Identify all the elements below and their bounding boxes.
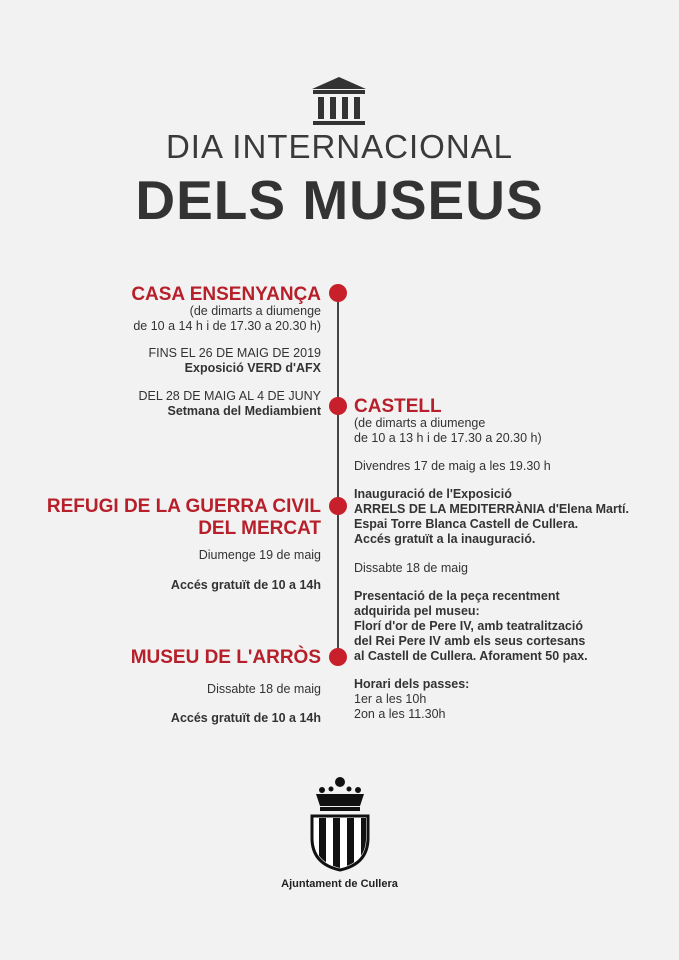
castell-event2-line3: Florí d'or de Pere IV, amb teatralització (354, 619, 583, 633)
castell-hours-1: (de dimarts a diumenge (354, 416, 486, 430)
venue-casa-ensenyanca: CASA ENSENYANÇA (131, 284, 321, 305)
castell-event1-line2: ARRELS DE LA MEDITERRÀNIA d'Elena Martí. (354, 502, 629, 516)
castell-event2-line4: del Rei Pere IV amb els seus cortesans (354, 634, 586, 648)
castell-event2-date: Dissabte 18 de maig (354, 561, 468, 575)
title-line-1: DIA INTERNACIONAL (165, 128, 514, 165)
castell-event2-line1: Presentació de la peça recentment (354, 589, 560, 603)
castell-hours-2: de 10 a 13 h i de 17.30 a 20.30 h) (354, 431, 542, 445)
timeline-dot-casa (329, 284, 347, 302)
timeline-dot-castell (329, 397, 347, 415)
castell-pass1: 1er a les 10h (354, 692, 427, 706)
castell-event2-line2: adquirida pel museu: (354, 604, 480, 618)
timeline-dot-arros (329, 648, 347, 666)
venue-refugi-line1: REFUGI DE LA GUERRA CIVIL (46, 496, 321, 517)
timeline-line (337, 292, 339, 660)
castell-event1-line1: Inauguració de l'Exposició (354, 487, 512, 501)
refugi-date: Diumenge 19 de maig (198, 548, 321, 562)
casa-hours-1: (de dimarts a diumenge (189, 304, 321, 318)
casa-event1-title: Exposició VERD d'AFX (184, 361, 321, 375)
venue-museu-arros: MUSEU DE L'ARRÒS (130, 647, 321, 668)
arros-date: Dissabte 18 de maig (207, 682, 321, 696)
footer-org-name: Ajuntament de Cullera (281, 878, 398, 890)
castell-pass2: 2on a les 11.30h (354, 707, 446, 721)
casa-event2-date: DEL 28 DE MAIG AL 4 DE JUNY (138, 389, 321, 403)
title-line-2: DELS MUSEUS (135, 169, 544, 231)
casa-event1-date: FINS EL 26 DE MAIG DE 2019 (148, 346, 321, 360)
castell-passes-title: Horari dels passes: (354, 677, 470, 691)
casa-hours-2: de 10 a 14 h i de 17.30 a 20.30 h) (133, 319, 321, 333)
museum-building-icon (310, 77, 368, 129)
venue-castell: CASTELL (354, 396, 442, 417)
cullera-coat-of-arms-icon (306, 776, 374, 872)
casa-event2-title: Setmana del Mediambient (167, 404, 321, 418)
castell-event1-line3: Espai Torre Blanca Castell de Cullera. (354, 517, 579, 531)
castell-event2-line5: al Castell de Cullera. Aforament 50 pax. (354, 649, 588, 663)
refugi-access: Accés gratuït de 10 a 14h (170, 578, 321, 592)
castell-event1-line4: Accés gratuït a la inauguració. (354, 532, 536, 546)
venue-refugi-line2: DEL MERCAT (198, 518, 321, 539)
arros-access: Accés gratuït de 10 a 14h (170, 711, 321, 725)
timeline-dot-refugi (329, 497, 347, 515)
castell-event1-date: Divendres 17 de maig a les 19.30 h (354, 459, 551, 473)
